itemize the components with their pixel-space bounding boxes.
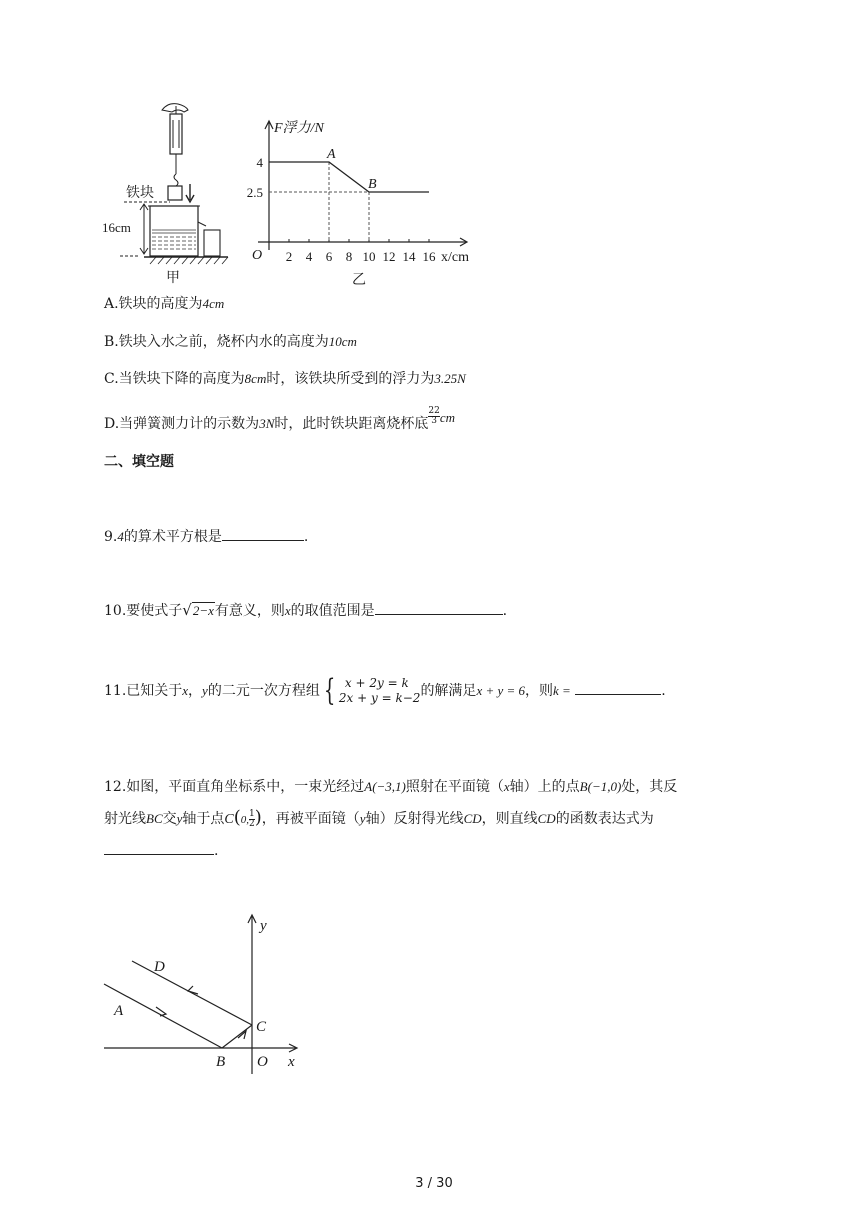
option-d-mid: 时，此时铁块距离烧杯底 bbox=[274, 416, 429, 432]
answer-blank-12[interactable] bbox=[104, 840, 214, 855]
option-b-value: 10cm bbox=[328, 334, 357, 349]
origin-label: O bbox=[252, 248, 263, 263]
buoyancy-line bbox=[269, 162, 429, 192]
beaker bbox=[150, 206, 198, 256]
ray-bc bbox=[222, 1025, 252, 1048]
option-d-text: D.当弹簧测力计的示数为 bbox=[104, 416, 260, 432]
option-c-text: C.当铁块下降的高度为 bbox=[104, 371, 245, 387]
option-b bbox=[104, 332, 357, 352]
y-tick-label-4: 4 bbox=[256, 155, 263, 170]
y-tick-label-2.5: 2.5 bbox=[246, 185, 263, 200]
option-d-unit: cm bbox=[439, 410, 455, 425]
figure-yi-chart bbox=[238, 112, 483, 292]
x-tick-label-10: 10 bbox=[362, 249, 376, 264]
label-a: A bbox=[114, 1003, 124, 1019]
option-b-text: B.铁块入水之前，烧杯内水的高度为 bbox=[104, 334, 329, 350]
x-tick-label-12: 12 bbox=[382, 249, 396, 264]
x-tick-label-2: 2 bbox=[285, 249, 293, 264]
water-level bbox=[152, 230, 196, 249]
page-number: 3 / 30 bbox=[415, 1176, 453, 1191]
option-d-value1: 3N bbox=[259, 416, 275, 431]
iron-block bbox=[168, 186, 182, 200]
option-c-value2: 3.25N bbox=[434, 371, 466, 386]
answer-blank-10[interactable] bbox=[375, 600, 503, 615]
question-11: 11.已知关于x，y的二元一次方程组 { x + 2y = k 2x + y = k−2 的解满足x + y = 6，则k = . bbox=[104, 673, 666, 708]
x-tick-label-8: 8 bbox=[345, 249, 353, 264]
label-d: D bbox=[154, 959, 165, 975]
spring-scale bbox=[170, 114, 182, 154]
y-axis-label: F浮力/N bbox=[274, 121, 324, 136]
figure-q12 bbox=[100, 910, 310, 1082]
arrow-cd bbox=[188, 986, 198, 994]
option-c-value1: 8cm bbox=[244, 371, 267, 386]
answer-blank-9[interactable] bbox=[222, 526, 304, 541]
hand-icon bbox=[162, 104, 188, 112]
x-tick-label-6: 6 bbox=[325, 249, 333, 264]
sqrt-expression: √2−x bbox=[182, 601, 214, 619]
label-b: B bbox=[216, 1054, 226, 1070]
option-d bbox=[104, 405, 455, 434]
x-tick-label-16: 16 bbox=[422, 249, 436, 264]
point-a-label: A bbox=[327, 147, 336, 162]
point-b-label: B bbox=[368, 177, 377, 192]
option-a bbox=[104, 294, 224, 314]
x-tick-label-14: 14 bbox=[402, 249, 416, 264]
label-c: C bbox=[256, 1019, 267, 1035]
equation-system: x + 2y = k 2x + y = k−2 bbox=[338, 676, 421, 705]
option-c-mid: 时，该铁块所受到的浮力为 bbox=[266, 371, 435, 387]
question-9: 9.4的算术平方根是 . bbox=[104, 526, 308, 547]
ray-cd bbox=[132, 961, 252, 1025]
figure-yi-label: 乙 bbox=[352, 273, 366, 288]
question-12-answer: . bbox=[104, 840, 218, 861]
x-axis-label: x/cm bbox=[441, 250, 469, 265]
figure-jia-label: 甲 bbox=[166, 271, 180, 286]
label-y: y bbox=[260, 918, 267, 934]
equation-brace: { bbox=[323, 673, 336, 708]
option-a-text: A.铁块的高度为 bbox=[104, 296, 203, 312]
block-label: 铁块 bbox=[126, 186, 154, 201]
figure-jia bbox=[100, 96, 240, 296]
question-12-line-2: 射光线BC交y轴于点C(0, $\frac{1}{2}$ )，再被平面镜（y轴）反射得光线CD，则直线CD的函数表达式为 bbox=[104, 807, 654, 829]
option-d-fraction: $\frac{22}{3}$ bbox=[428, 405, 440, 426]
height-label: 16cm bbox=[102, 220, 131, 235]
answer-blank-11[interactable] bbox=[575, 680, 661, 695]
section-title: 二、填空题 bbox=[104, 454, 174, 470]
label-o: O bbox=[257, 1054, 268, 1070]
question-10: 10.要使式子√2−x有意义，则x的取值范围是 . bbox=[104, 601, 508, 619]
x-tick-label-4: 4 bbox=[305, 249, 313, 264]
overflow-cup bbox=[204, 230, 220, 256]
label-x: x bbox=[288, 1054, 295, 1070]
option-c bbox=[104, 369, 466, 389]
question-12-line-1: 12.如图，平面直角坐标系中，一束光经过A(−3,1)照射在平面镜（x轴）上的点B(−1,0)处，其反 bbox=[104, 779, 678, 795]
option-a-value: 4cm bbox=[202, 296, 225, 311]
